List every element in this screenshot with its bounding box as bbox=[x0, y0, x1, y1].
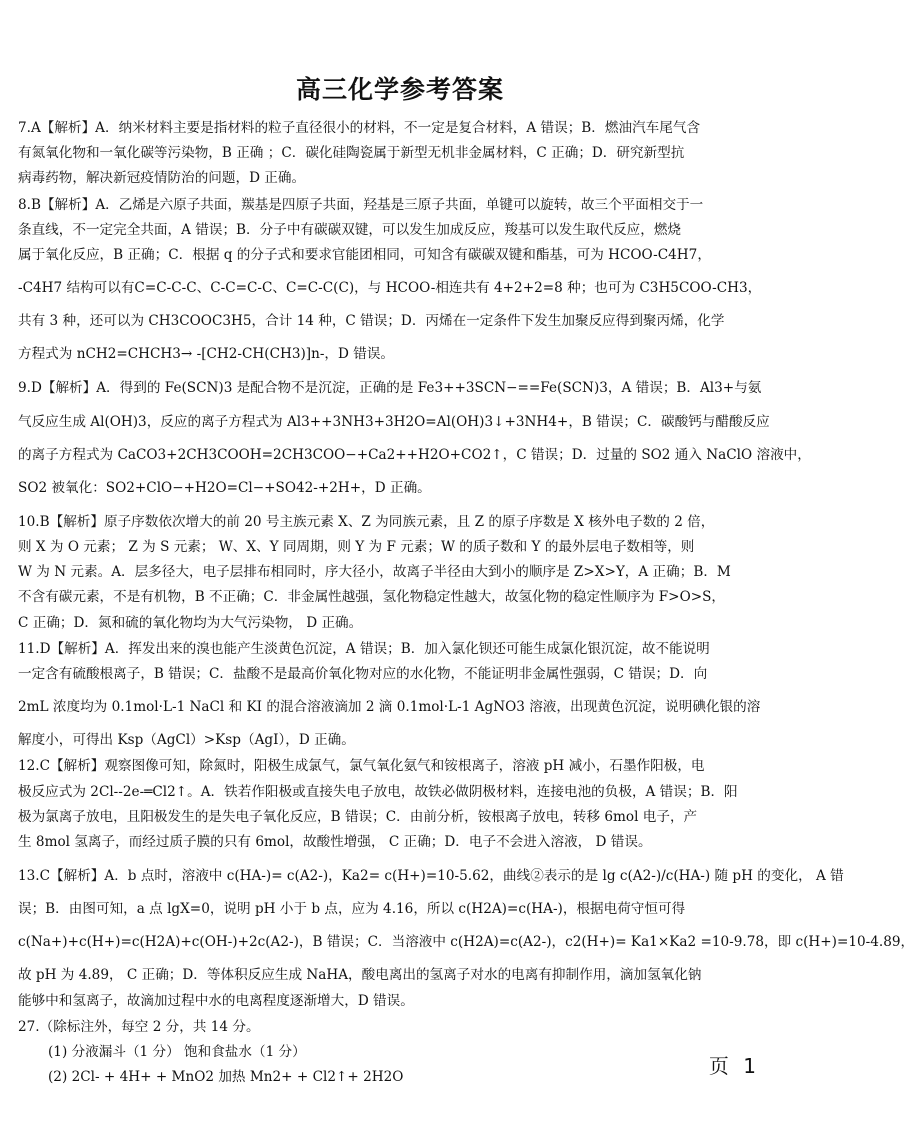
text-line: (2) 2Cl- + 4H+ + MnO2 加热 Mn2+ + Cl2↑+ 2H2O bbox=[48, 1069, 404, 1086]
answer-q12 bbox=[18, 754, 784, 855]
page-title: 高三化学参考答案 bbox=[295, 75, 504, 104]
text-line: 9.D【解析】A．得到的 Fe(SCN)3 是配合物不是沉淀，正确的是 Fe3++3SCN−==Fe(SCN)3，A 错误；B．Al3+与氨 bbox=[18, 380, 762, 397]
text-line: 误；B．由图可知，a 点 lgX=0，说明 pH 小于 b 点，应为 4.16，所以 c(H2A)=c(HA-)，根据电荷守恒可得 bbox=[18, 901, 686, 918]
text-line: 一定含有硫酸根离子，B 错误；C．盐酸不是最高价氧化物对应的水化物，不能证明非金属性强弱，C 错误；D．向 bbox=[18, 666, 708, 683]
text-line: (1) 分液漏斗（1 分） 饱和食盐水（1 分） bbox=[48, 1044, 306, 1061]
answer-q27 bbox=[18, 1015, 784, 1091]
text-line: 27.（除标注外，每空 2 分，共 14 分。 bbox=[18, 1018, 260, 1035]
text-line: C 正确；D．氮和硫的氧化物均为大气污染物， D 正确。 bbox=[18, 614, 363, 631]
text-line: 条直线，不一定完全共面，A 错误；B．分子中有碳碳双键，可以发生加成反应，羧基可以发生取代反应，燃烧 bbox=[18, 221, 682, 238]
answer-q10 bbox=[18, 510, 784, 636]
answer-body bbox=[18, 116, 914, 1091]
text-line: 8.B【解析】A．乙烯是六原子共面，羰基是四原子共面，羟基是三原子共面，单键可以旋转，故三个平面相交于一 bbox=[18, 196, 704, 213]
text-line: 7.A【解析】A．纳米材料主要是指材料的粒子直径很小的材料，不一定是复合材料，A 错误；B．燃油汽车尾气含 bbox=[18, 120, 701, 136]
page-number: 页 1 bbox=[708, 1054, 760, 1078]
text-line: 有氮氧化物和一氧化碳等污染物，B 正确 ；C．碳化硅陶瓷属于新型无机非金属材料，C 正确；D．研究新型抗 bbox=[18, 145, 685, 162]
answer-q13 bbox=[18, 856, 914, 1014]
text-line: 12.C【解析】观察图像可知，除氮时，阳极生成氯气，氯气氧化氨气和铵根离子，溶液 pH 减小，石墨作阳极，电 bbox=[18, 758, 705, 775]
answer-q8 bbox=[18, 193, 784, 376]
text-line: 故 pH 为 4.89， C 正确；D．等体积反应生成 NaHA，酸电离出的氢离子对水的电离有抑制作用，滴加氢氧化钠 bbox=[18, 967, 702, 984]
text-line: 极反应式为 2Cl--2e-═Cl2↑。A．铁若作阳极或直接失电子放电，故铁必做阴极材料，连接电池的负极，A 错误；B．阳 bbox=[18, 783, 738, 800]
text-line: W 为 N 元素。A．层多径大，电子层排布相同时，序大径小，故离子半径由大到小的顺序是 Z>X>Y，A 正确；B．M bbox=[18, 564, 731, 581]
text-line: 病毒药物，解决新冠疫情防治的问题，D 正确。 bbox=[18, 170, 306, 187]
text-line: 2mL 浓度均为 0.1mol·L-1 NaCl 和 KI 的混合溶液滴加 2 滴 0.1mol·L-1 AgNO3 溶液，出现黄色沉淀，说明碘化银的溶 bbox=[18, 699, 761, 716]
text-line: 属于氧化反应，B 正确；C．根据 q 的分子式和要求官能团相同，可知含有碳碳双键和酯基，可为 HCOO-C4H7， bbox=[18, 247, 711, 264]
text-line: 13.C【解析】A．b 点时，溶液中 c(HA-)= c(A2-)，Ka2= c(H+)=10-5.62，曲线②表示的是 lg c(A2-)/c(HA-) 随 pH 的变化， A 错 bbox=[18, 868, 844, 885]
text-line: 生 8mol 氢离子，而经过质子膜的只有 6mol，故酸性增强， C 正确；D．电子不会进入溶液， D 错误。 bbox=[18, 834, 652, 851]
text-line: 方程式为 nCH2=CHCH3→ -[CH2-CH(CH3)]n-，D 错误。 bbox=[18, 346, 395, 363]
text-line: 解度小，可得出 Ksp（AgCl）>Ksp（AgI），D 正确。 bbox=[18, 732, 355, 749]
text-line: 气反应生成 Al(OH)3，反应的离子方程式为 Al3++3NH3+3H2O=Al(OH)3↓+3NH4+，B 错误；C．碳酸钙与醋酸反应 bbox=[18, 413, 770, 430]
text-line: 11.D【解析】A．挥发出来的溴也能产生淡黄色沉淀，A 错误；B．加入氯化钡还可能生成氯化银沉淀，故不能说明 bbox=[18, 640, 710, 657]
text-line: 的离子方程式为 CaCO3+2CH3COOH=2CH3COO−+Ca2++H2O+CO2↑，C 错误；D．过量的 SO2 通入 NaClO 溶液中， bbox=[18, 446, 811, 463]
text-line: 共有 3 种，还可以为 CH3COOC3H5，合计 14 种，C 错误；D．丙烯在一定条件下发生加聚反应得到聚丙烯，化学 bbox=[18, 313, 725, 330]
text-line: 10.B【解析】原子序数依次增大的前 20 号主族元素 X、Z 为同族元素，且 Z 的原子序数是 X 核外电子数的 2 倍， bbox=[18, 513, 715, 530]
text-line: SO2 被氧化：SO2+ClO−+H2O=Cl−+SO42-+2H+，D 正确。 bbox=[18, 479, 431, 496]
answer-q7 bbox=[18, 116, 784, 192]
answer-q9 bbox=[18, 376, 811, 508]
answer-q11 bbox=[18, 637, 784, 754]
text-line: -C4H7 结构可以有C=C-C-C、C-C=C-C、C=C-C(C)，与 HCOO-相连共有 4+2+2=8 种；也可为 C3H5COO-CH3， bbox=[18, 280, 762, 297]
text-line: 不含有碳元素，不是有机物，B 不正确；C．非金属性越强，氢化物稳定性越大，故氢化物的稳定性顺序为 F>O>S， bbox=[18, 589, 726, 606]
text-line: 极为氯离子放电，且阳极发生的是失电子氧化反应，B 错误；C．由前分析，铵根离子放电，转移 6mol 电子，产 bbox=[18, 808, 698, 825]
text-line: 能够中和氢离子，故滴加过程中水的电离程度逐渐增大，D 错误。 bbox=[18, 992, 414, 1009]
text-line: 则 X 为 O 元素； Z 为 S 元素； W、X、Y 同周期，则 Y 为 F 元素；W 的质子数和 Y 的最外层电子数相等，则 bbox=[18, 539, 695, 556]
text-line: c(Na+)+c(H+)=c(H2A)+c(OH-)+2c(A2-)，B 错误；C．当溶液中 c(H2A)=c(A2-)，c2(H+)= Ka1×Ka2 =10-9.78，即 c(H+)=10-4.89， bbox=[18, 934, 914, 951]
